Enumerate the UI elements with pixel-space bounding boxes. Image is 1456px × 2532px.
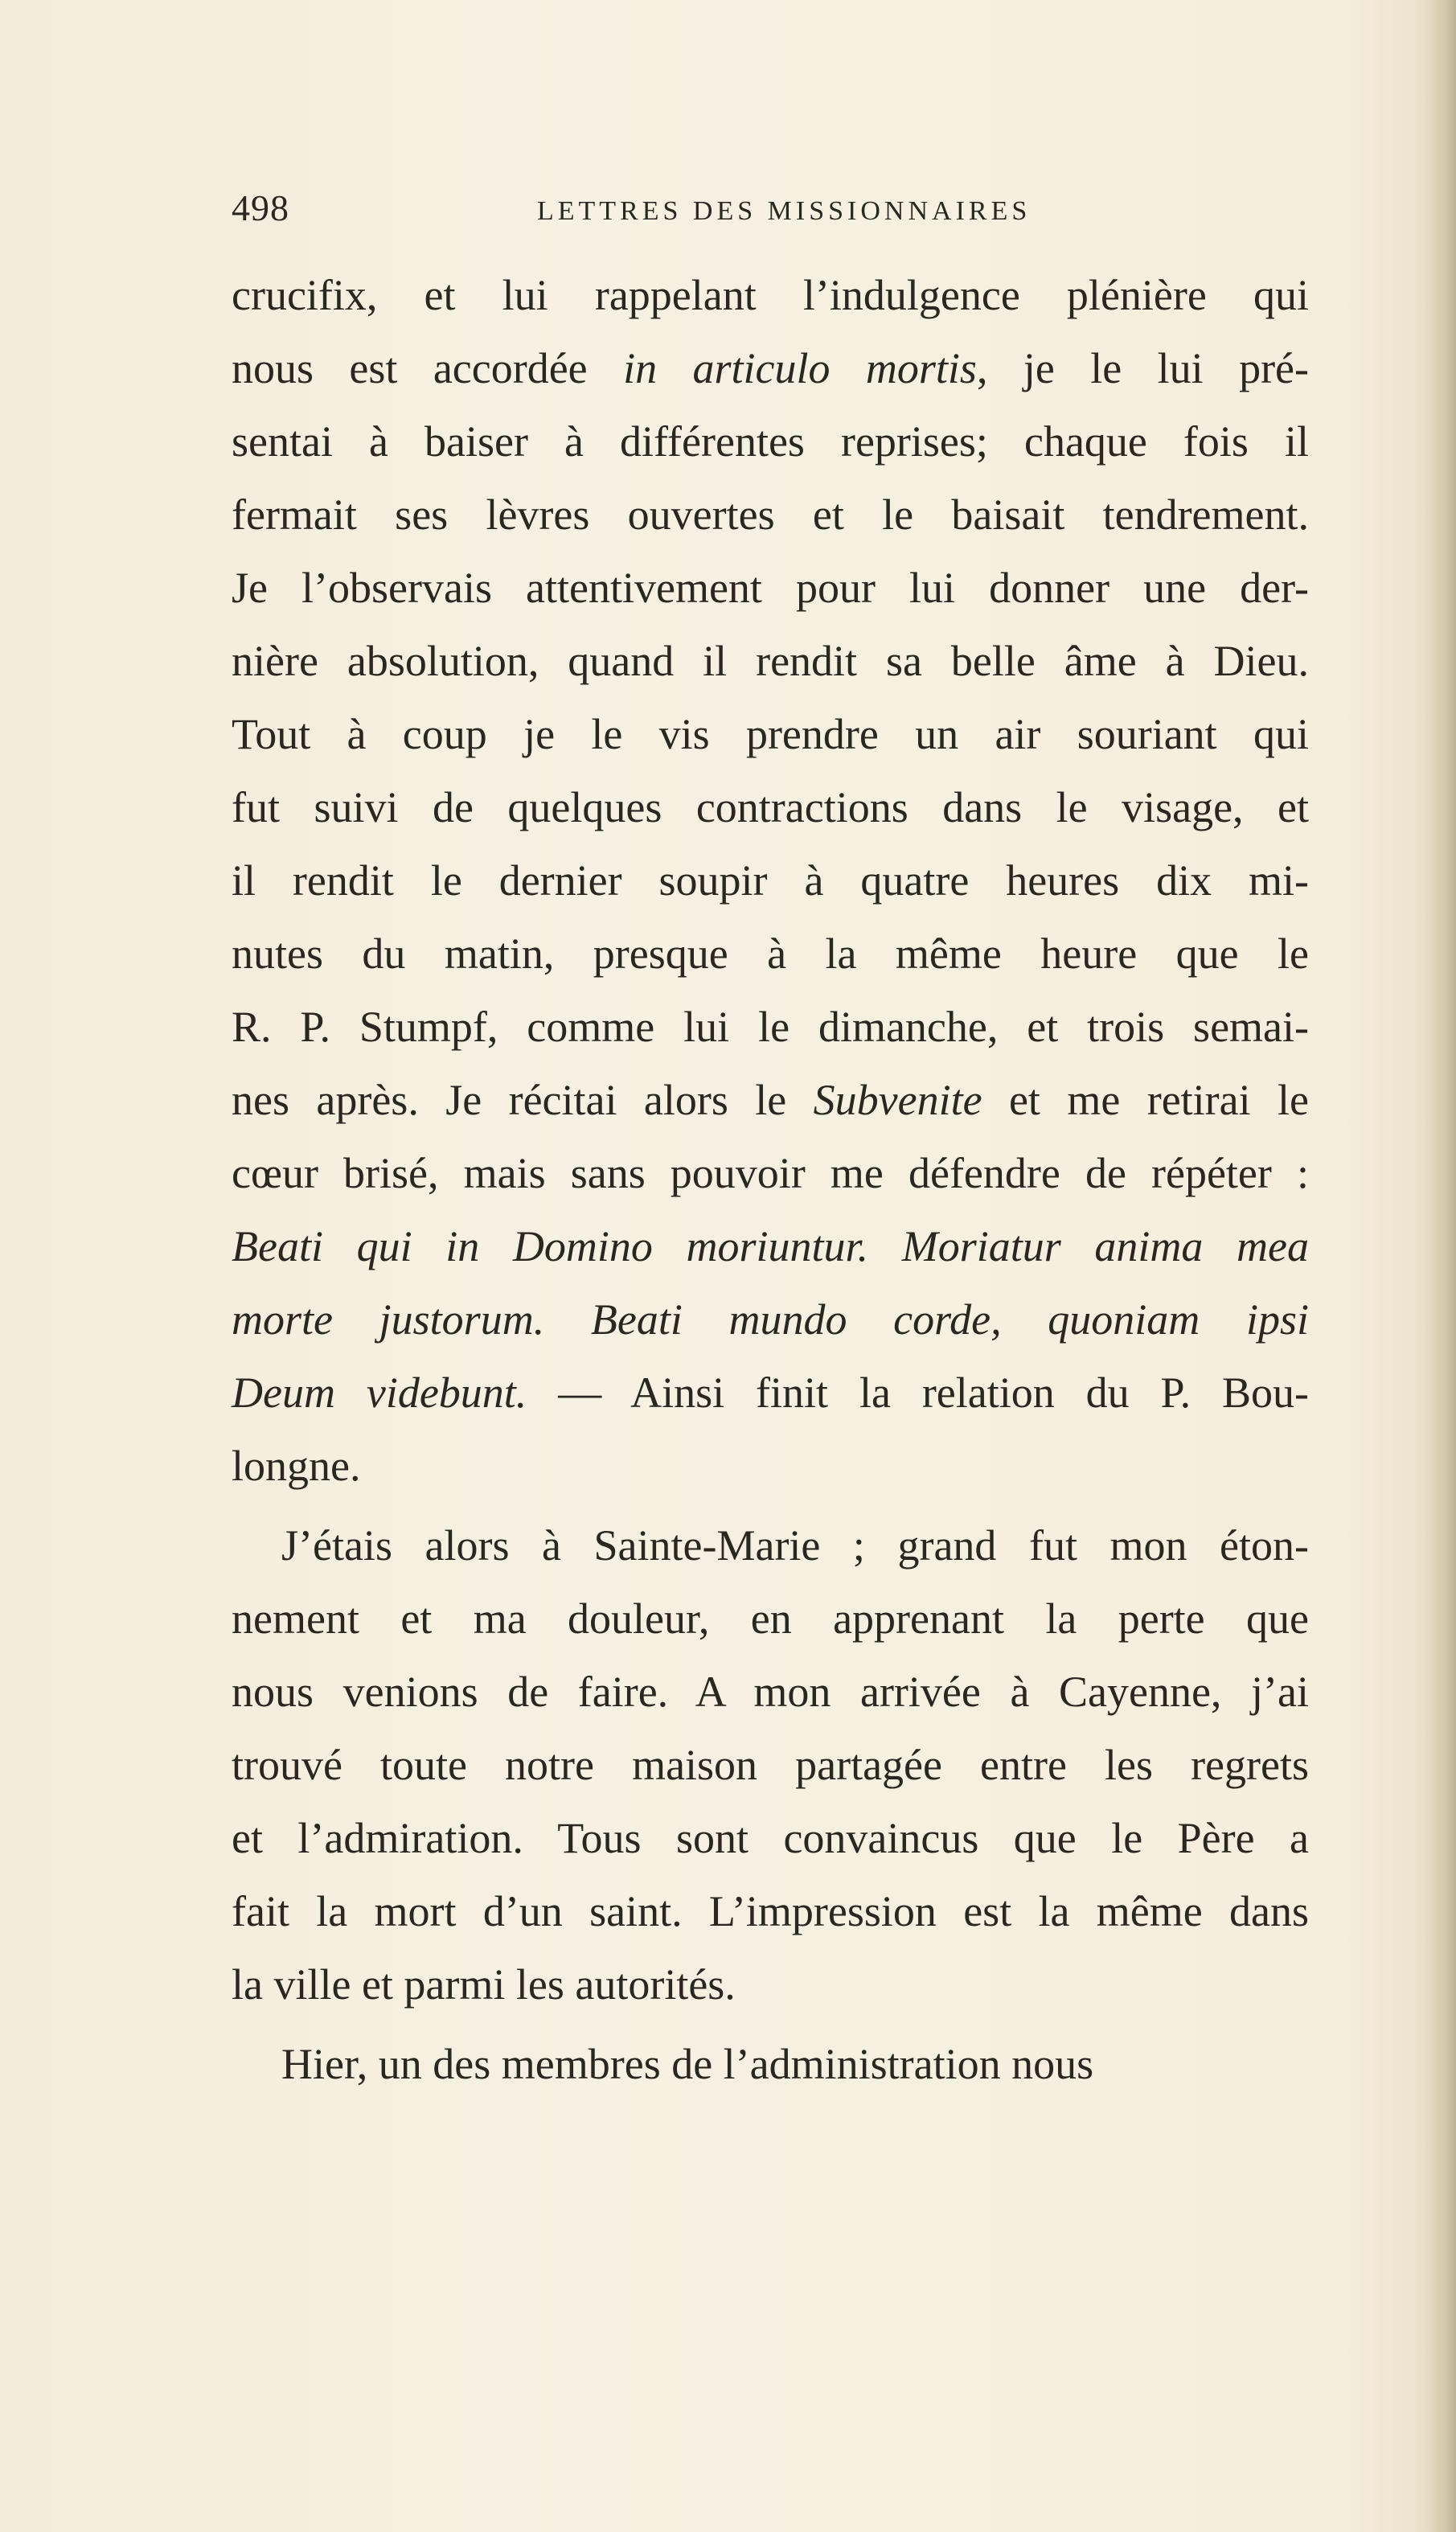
text-run: longne.	[232, 1442, 361, 1490]
paragraph-gap	[232, 2021, 1309, 2028]
text-line	[232, 844, 1309, 917]
text-line	[232, 478, 1309, 552]
page-edge-shadow	[1424, 0, 1456, 2532]
text-run: R. P. Stumpf, comme lui le dimanche, et trois semai-	[232, 1003, 1309, 1051]
italic-text: Subvenite	[813, 1076, 982, 1124]
text-run: crucifix, et lui rappelant l’indulgence plénière qui	[232, 271, 1309, 319]
text-line	[232, 1656, 1309, 1729]
text-run: et l’admiration. Tous sont convaincus que le Père a	[232, 1814, 1309, 1862]
text-line	[232, 771, 1309, 844]
text-line	[232, 1137, 1309, 1210]
paragraph	[232, 1509, 1309, 2021]
paragraph-gap	[232, 1503, 1309, 1509]
text-run: fermait ses lèvres ouvertes et le baisait tendrement.	[232, 490, 1309, 539]
text-run: nutes du matin, presque à la même heure que le	[232, 929, 1309, 978]
italic-text: Beati qui in Domino moriuntur. Moriatur anima mea	[232, 1222, 1309, 1270]
text-run: J’étais alors à Sainte-Marie ; grand fut mon éton-	[281, 1521, 1309, 1570]
text-run: nement et ma douleur, en apprenant la perte que	[232, 1594, 1309, 1643]
text-line	[232, 552, 1309, 625]
text-run: , je le lui pré-	[976, 344, 1309, 392]
text-line	[232, 1509, 1309, 1582]
text-line	[232, 1875, 1309, 1948]
page-header	[232, 187, 1309, 235]
page-number: 498	[232, 187, 289, 228]
text-run: cœur brisé, mais sans pouvoir me défendre de répéter :	[232, 1149, 1309, 1197]
text-run: sentai à baiser à différentes reprises; chaque fois il	[232, 417, 1309, 466]
text-run: Je l’observais attentivement pour lui donner une der-	[232, 564, 1309, 612]
text-line	[232, 1430, 1309, 1503]
text-run: Tout à coup je le vis prendre un air souriant qui	[232, 710, 1309, 758]
text-line	[232, 2028, 1309, 2101]
text-line	[232, 991, 1309, 1064]
text-line	[232, 1356, 1309, 1430]
text-run: il rendit le dernier soupir à quatre heures dix mi-	[232, 856, 1309, 905]
text-line	[232, 1948, 1309, 2021]
italic-text: morte justorum. Beati mundo corde, quoniam ipsi	[232, 1295, 1309, 1344]
body-text	[232, 259, 1309, 2101]
text-line	[232, 1064, 1309, 1137]
text-line	[232, 625, 1309, 698]
text-line	[232, 405, 1309, 478]
text-run: fut suivi de quelques contractions dans le visage, et	[232, 783, 1309, 831]
text-line	[232, 332, 1309, 405]
italic-text: Deum videbunt.	[232, 1369, 527, 1417]
running-title: LETTRES DES MISSIONNAIRES	[537, 196, 1032, 226]
italic-text: in articulo mortis	[623, 344, 977, 392]
text-line	[232, 259, 1309, 332]
text-run: trouvé toute notre maison partagée entre les regrets	[232, 1741, 1309, 1789]
text-line	[232, 1582, 1309, 1656]
text-run: la ville et parmi les autorités.	[232, 1960, 736, 2009]
text-run: nes après. Je récitai alors le	[232, 1076, 814, 1124]
text-line	[232, 1802, 1309, 1875]
text-run: Hier, un des membres de l’administration nous	[281, 2040, 1094, 2088]
text-line	[232, 1729, 1309, 1802]
text-line	[232, 1210, 1309, 1283]
text-run: — Ainsi finit la relation du P. Bou-	[527, 1369, 1309, 1417]
paragraph	[232, 259, 1309, 1503]
text-line	[232, 917, 1309, 991]
text-run: nière absolution, quand il rendit sa belle âme à Dieu.	[232, 637, 1309, 685]
text-run: fait la mort d’un saint. L’impression est la même dans	[232, 1887, 1309, 1935]
text-run: et me retirai le	[982, 1076, 1309, 1124]
text-line	[232, 698, 1309, 771]
text-run: nous venions de faire. A mon arrivée à Cayenne, j’ai	[232, 1668, 1309, 1716]
text-line	[232, 1283, 1309, 1356]
text-run: nous est accordée	[232, 344, 624, 392]
paragraph	[232, 2028, 1309, 2101]
